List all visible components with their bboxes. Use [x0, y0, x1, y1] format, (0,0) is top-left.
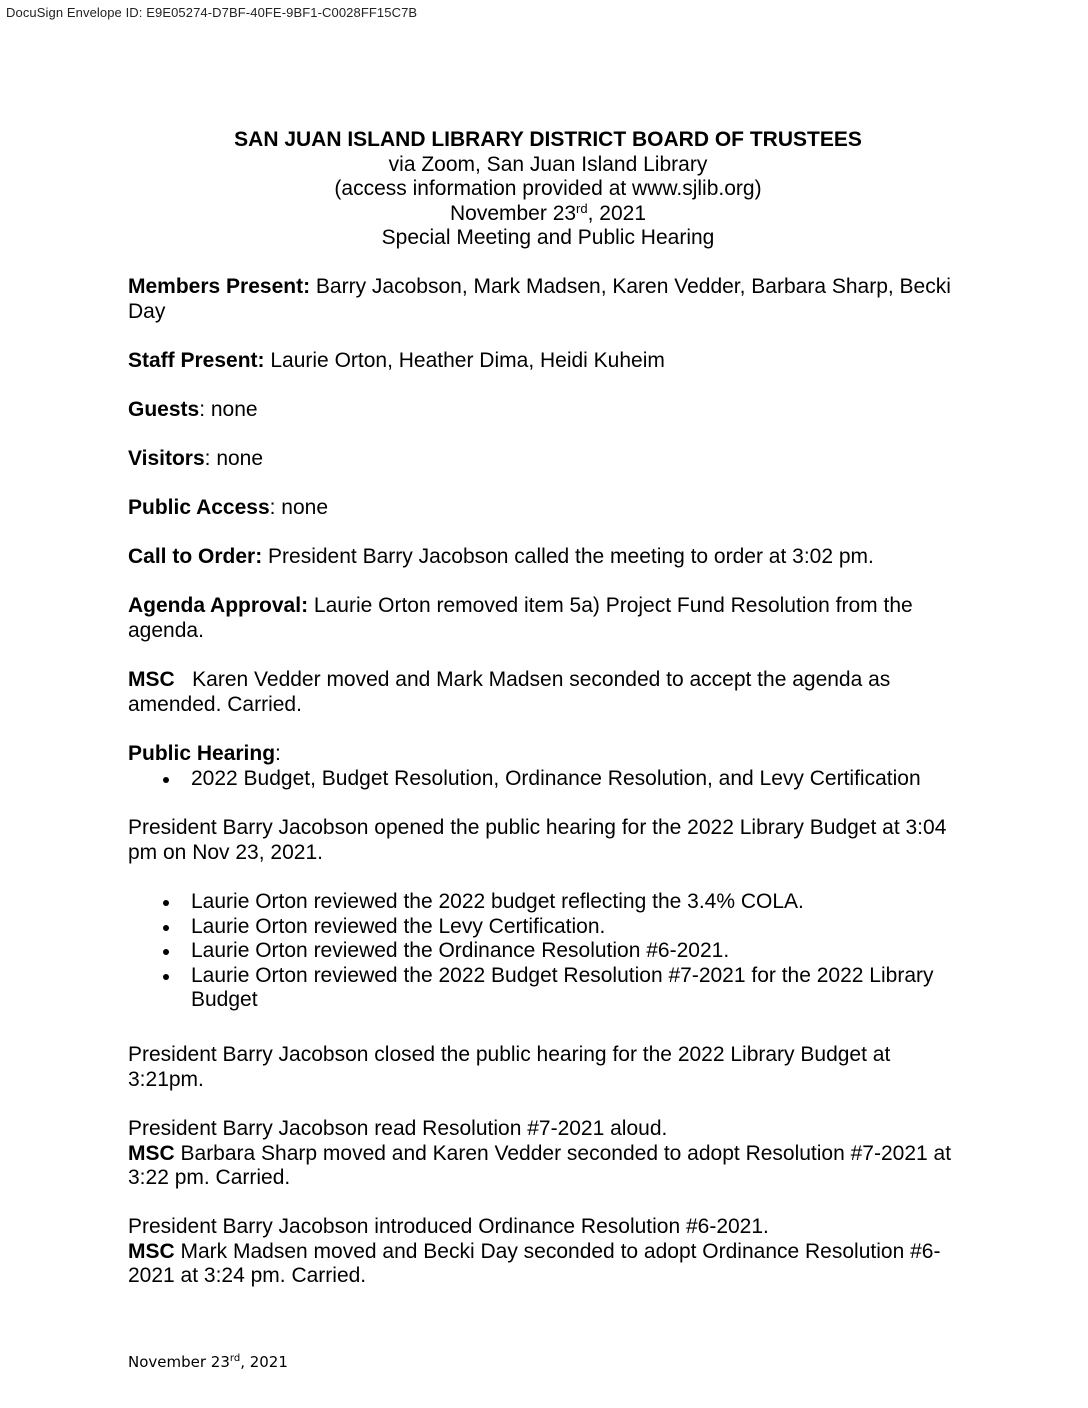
staff-present: Staff Present: Laurie Orton, Heather Dima, Heidi Kuheim — [128, 349, 665, 372]
list-item: Laurie Orton reviewed the Levy Certification. — [128, 915, 968, 940]
document-title: SAN JUAN ISLAND LIBRARY DISTRICT BOARD OF TRUSTEES — [234, 128, 862, 151]
motion-ordinance: MSC Mark Madsen moved and Becki Day seconded to adopt Ordinance Resolution #6-2021 at 3:24 pm. Carried. — [128, 1239, 941, 1287]
list-item: Laurie Orton reviewed the Ordinance Resolution #6-2021. — [128, 939, 968, 964]
list-item: Laurie Orton reviewed the 2022 Budget Resolution #7-2021 for the 2022 Library Budget — [128, 964, 968, 1013]
motion-agenda: MSC Karen Vedder moved and Mark Madsen seconded to accept the agenda as amended. Carried. — [128, 668, 897, 716]
meeting-location: via Zoom, San Juan Island Library — [388, 152, 708, 176]
guests: Guests: none — [128, 398, 258, 421]
hearing-closed: President Barry Jacobson closed the public hearing for the 2022 Library Budget at 3:21pm. — [128, 1043, 891, 1091]
public-hearing-heading: Public Hearing: — [128, 742, 281, 765]
visitors: Visitors: none — [128, 447, 264, 470]
review-list — [128, 890, 968, 1013]
ordinance-block — [128, 1215, 968, 1289]
resolution-read: President Barry Jacobson read Resolution #7-2021 aloud. — [128, 1117, 668, 1140]
call-to-order: Call to Order: President Barry Jacobson called the meeting to order at 3:02 pm. — [128, 545, 874, 568]
document-header — [128, 128, 968, 251]
hearing-opened: President Barry Jacobson opened the public hearing for the 2022 Library Budget at 3:04 pm on Nov 23, 2021. — [128, 816, 947, 864]
page-footer-date: November 23rd, 2021 — [128, 1353, 288, 1371]
list-item: Laurie Orton reviewed the 2022 budget reflecting the 3.4% COLA. — [128, 890, 968, 915]
ordinance-intro: President Barry Jacobson introduced Ordinance Resolution #6-2021. — [128, 1215, 769, 1238]
agenda-approval: Agenda Approval: Laurie Orton removed item 5a) Project Fund Resolution from the agenda. — [128, 594, 913, 642]
meeting-date: November 23rd, 2021 — [449, 200, 646, 225]
members-present: Members Present: Barry Jacobson, Mark Madsen, Karen Vedder, Barbara Sharp, Becki Day — [128, 275, 951, 323]
public-access: Public Access: none — [128, 496, 329, 519]
review-list-block — [128, 890, 968, 1013]
meeting-type: Special Meeting and Public Hearing — [381, 226, 715, 249]
public-hearing — [128, 742, 968, 791]
list-item: 2022 Budget, Budget Resolution, Ordinance Resolution, and Levy Certification — [128, 767, 968, 792]
access-info: (access information provided at www.sjlib.org) — [334, 177, 762, 200]
public-hearing-list — [128, 767, 968, 792]
resolution-block — [128, 1117, 968, 1191]
docusign-envelope-id: DocuSign Envelope ID: E9E05274-D7BF-40FE-9BF1-C0028FF15C7B — [6, 5, 418, 20]
motion-resolution: MSC Barbara Sharp moved and Karen Vedder seconded to adopt Resolution #7-2021 at 3:22 pm. Carried. — [128, 1141, 952, 1189]
